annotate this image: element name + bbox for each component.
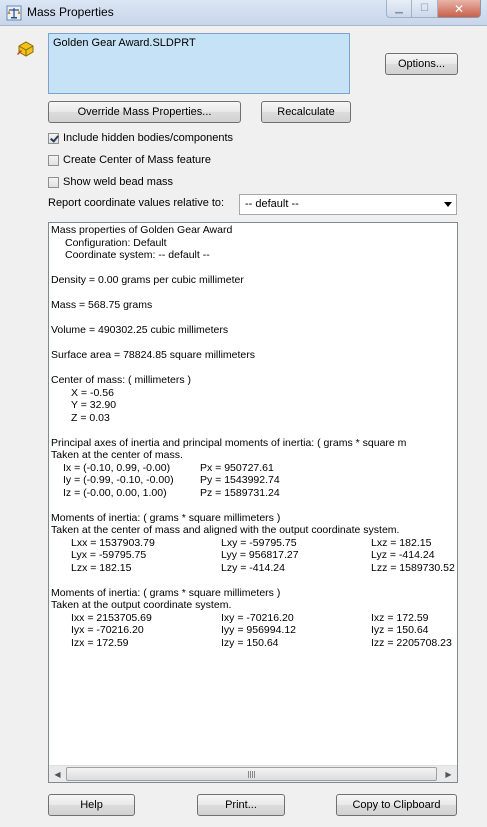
selection-list[interactable] [48, 33, 350, 94]
checkbox-label: Include hidden bodies/components [63, 132, 234, 144]
results-density: Density = 0.00 grams per cubic millimeter [51, 274, 244, 286]
results-moi-com-row: Lzx = 182.15 Lzy = -414.24 Lzz = 1589730.52 [71, 561, 455, 574]
results-moi-com-title: Moments of inertia: ( grams * square millimeters ) [51, 511, 281, 524]
minimize-button[interactable] [386, 0, 412, 18]
coordinate-system-value: -- default -- [245, 198, 299, 210]
results-principal-row: Iy = (-0.99, -0.10, -0.00) Py = 1543992.74 [63, 474, 280, 486]
results-moi-out-row: Ixx = 2153705.69 Ixy = -70216.20 Ixz = 172.59 [71, 611, 429, 624]
results-mass: Mass = 568.75 grams [51, 299, 153, 311]
checkbox-label: Create Center of Mass feature [63, 154, 211, 166]
results-configuration: Configuration: Default [65, 236, 167, 249]
results-surface-area: Surface area = 78824.85 square millimeters [51, 349, 255, 361]
checkbox-checked-icon[interactable] [48, 133, 59, 144]
results-text [51, 224, 457, 765]
results-principal-sub: Taken at the center of mass. [51, 449, 183, 461]
close-icon: ✕ [453, 1, 465, 16]
scrollbar-grip-icon [248, 771, 256, 778]
results-principal-row: Iz = (-0.00, 0.00, 1.00) Pz = 1589731.24 [63, 486, 280, 499]
results-moi-out-title: Moments of inertia: ( grams * square millimeters ) [51, 586, 281, 599]
help-button[interactable]: Help [48, 794, 135, 816]
yellow-part-selection-icon [16, 40, 36, 58]
results-com-z: Z = 0.03 [71, 411, 110, 424]
options-button[interactable]: Options... [385, 53, 458, 75]
close-button[interactable] [438, 0, 481, 18]
include-hidden-bodies-checkbox[interactable] [48, 130, 233, 146]
report-coordinate-label: Report coordinate values relative to: [48, 197, 225, 209]
copy-to-clipboard-button[interactable]: Copy to Clipboard [336, 794, 457, 816]
results-moi-out-row: Izx = 172.59 Izy = 150.64 Izz = 2205708.23 [71, 636, 452, 649]
selection-item[interactable]: Golden Gear Award.SLDPRT [53, 37, 196, 49]
chevron-down-icon[interactable] [444, 202, 452, 207]
checkbox-unchecked-icon[interactable] [48, 155, 59, 166]
results-com-y: Y = 32.90 [71, 399, 117, 411]
mass-properties-scale-icon [6, 5, 22, 21]
results-moi-com-row: Lyx = -59795.75 Lyy = 956817.27 Lyz = -414.24 [71, 549, 435, 561]
checkbox-label: Show weld bead mass [63, 176, 174, 188]
results-principal-row: Ix = (-0.10, 0.99, -0.00) Px = 950727.61 [63, 461, 274, 474]
results-header: Mass properties of Golden Gear Award [51, 224, 233, 236]
print-button[interactable]: Print... [197, 794, 285, 816]
results-volume: Volume = 490302.25 cubic millimeters [51, 324, 229, 336]
minimize-icon: ▁ [395, 3, 403, 14]
recalculate-button[interactable]: Recalculate [261, 101, 351, 123]
results-com-title: Center of mass: ( millimeters ) [51, 374, 192, 386]
scroll-right-icon[interactable]: ▶ [445, 769, 452, 779]
window-title: Mass Properties [27, 5, 114, 19]
results-moi-out-sub: Taken at the output coordinate system. [51, 599, 232, 611]
maximize-button[interactable] [412, 0, 438, 18]
results-com-x: X = -0.56 [71, 386, 114, 399]
scrollbar-thumb[interactable] [66, 767, 437, 781]
scroll-left-icon[interactable]: ◀ [54, 769, 61, 779]
results-principal-title: Principal axes of inertia and principal moments of inertia: ( grams * square m [51, 436, 407, 449]
maximize-icon: ☐ [420, 3, 429, 14]
results-coordinate-system: Coordinate system: -- default -- [65, 249, 210, 261]
title-bar[interactable] [0, 0, 487, 26]
create-center-of-mass-checkbox[interactable] [48, 152, 211, 168]
results-moi-com-sub: Taken at the center of mass and aligned with the output coordinate system. [51, 524, 400, 536]
horizontal-scrollbar[interactable] [49, 765, 457, 782]
override-mass-properties-button[interactable]: Override Mass Properties... [48, 101, 241, 123]
checkbox-unchecked-icon[interactable] [48, 177, 59, 188]
results-moi-out-row: Iyx = -70216.20 Iyy = 956994.12 Iyz = 150.64 [71, 624, 429, 636]
show-weld-bead-mass-checkbox[interactable] [48, 174, 173, 190]
mass-properties-results[interactable] [48, 222, 458, 783]
coordinate-system-select[interactable] [239, 194, 457, 215]
results-moi-com-row: Lxx = 1537903.79 Lxy = -59795.75 Lxz = 182.15 [71, 536, 432, 549]
